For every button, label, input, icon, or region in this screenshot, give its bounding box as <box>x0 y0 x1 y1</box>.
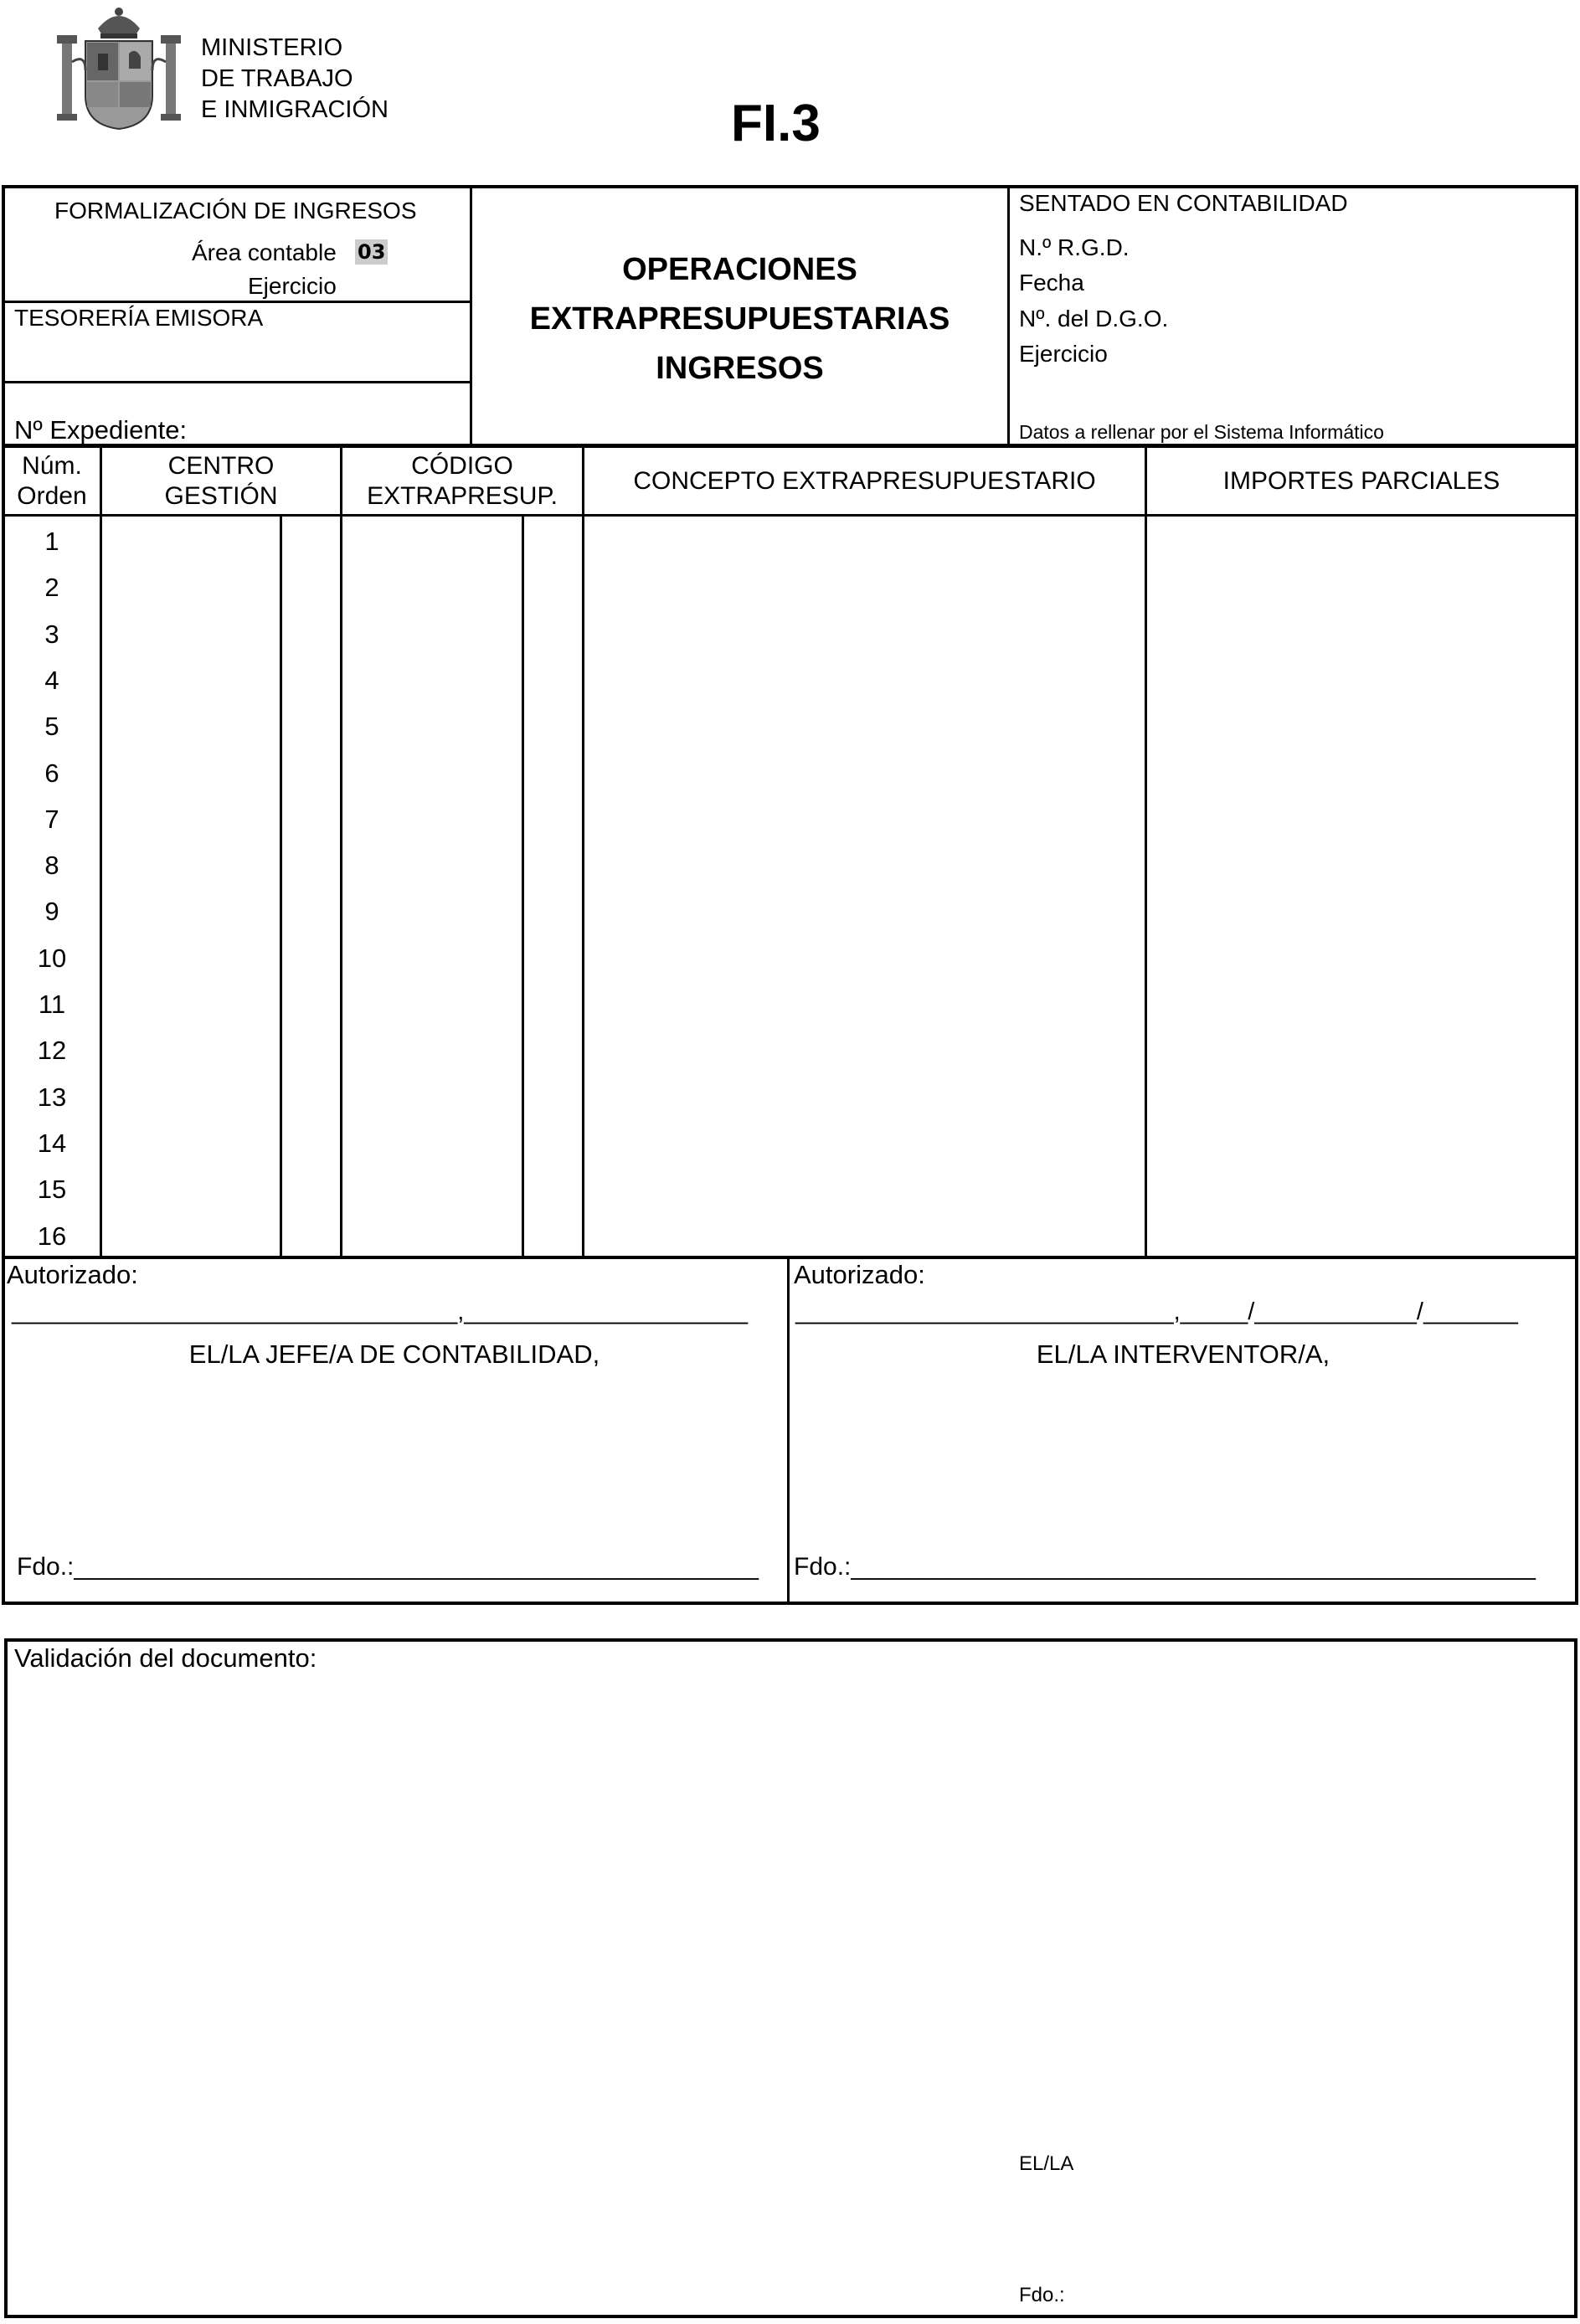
table-row-number: 4 <box>44 666 59 695</box>
validation-fdo-label: Fdo.: <box>1019 2284 1065 2306</box>
center-title-line-1: OPERACIONES <box>622 252 857 287</box>
table-row-number: 9 <box>44 897 59 926</box>
left-date-line[interactable]: _________________________________,_____________________ <box>12 1298 748 1325</box>
area-contable-value[interactable]: 03 <box>355 239 388 265</box>
ministry-line-1: MINISTERIO <box>201 34 343 61</box>
col-divider <box>582 445 584 1258</box>
formalizacion-title: FORMALIZACIÓN DE INGRESOS <box>54 198 417 224</box>
col-divider <box>522 514 524 1258</box>
table-row-number: 2 <box>44 573 59 602</box>
table-row-number: 6 <box>44 758 59 788</box>
col-divider <box>280 514 282 1258</box>
jefe-contabilidad-label: EL/LA JEFE/A DE CONTABILIDAD, <box>188 1339 600 1369</box>
right-date-line[interactable]: ____________________________,_____/____________/_______ <box>795 1298 1518 1325</box>
col-divider <box>1145 445 1147 1258</box>
table-row-number: 16 <box>37 1221 67 1251</box>
divider <box>2 301 471 303</box>
rgd-label: N.º R.G.D. <box>1019 234 1130 260</box>
table-row-number: 14 <box>37 1129 67 1158</box>
dgo-label: Nº. del D.G.O. <box>1019 306 1169 332</box>
table-row-number: 1 <box>44 527 59 556</box>
col-codigo-header-2: EXTRAPRESUP. <box>367 482 558 510</box>
coat-of-arms-logo <box>52 3 186 131</box>
validation-label: Validación del documento: <box>14 1643 317 1673</box>
col-concepto-header: CONCEPTO EXTRAPRESUPUESTARIO <box>633 467 1096 495</box>
col-centro-header-1: CENTRO <box>167 452 275 480</box>
table-header-divider <box>2 514 1578 517</box>
col-centro-header-2: GESTIÓN <box>164 482 278 510</box>
table-row-number: 11 <box>38 990 66 1019</box>
left-autorizado-label: Autorizado: <box>7 1260 138 1289</box>
validation-section <box>4 1638 1577 2318</box>
table-row-number: 8 <box>44 851 59 880</box>
expediente-label: Nº Expediente: <box>14 415 188 445</box>
center-title-line-3: INGRESOS <box>656 351 824 386</box>
col-importes-header: IMPORTES PARCIALES <box>1222 467 1500 495</box>
ministry-line-3: E INMIGRACIÓN <box>201 96 389 123</box>
right-autorizado-label: Autorizado: <box>794 1260 925 1289</box>
table-row-number: 12 <box>37 1036 67 1065</box>
divider <box>1007 185 1010 445</box>
table-row-number: 10 <box>37 943 67 973</box>
signature-divider <box>787 1256 790 1604</box>
area-contable-label: Área contable <box>192 239 337 265</box>
table-row-number: 13 <box>37 1082 67 1112</box>
sentado-title: SENTADO EN CONTABILIDAD <box>1019 190 1348 216</box>
form-code: FI.3 <box>731 95 821 152</box>
center-title-line-2: EXTRAPRESUPUESTARIAS <box>529 301 950 337</box>
right-fdo-line[interactable]: Fdo.:_________________________________________________ <box>794 1553 1536 1581</box>
divider <box>2 381 471 383</box>
table-row-number: 15 <box>37 1175 67 1204</box>
interventor-label: EL/LA INTERVENTOR/A, <box>1036 1339 1330 1369</box>
table-row-number: 3 <box>44 620 59 649</box>
ejercicio-label-right: Ejercicio <box>1019 341 1108 367</box>
line-items-table <box>2 445 1578 1259</box>
col-num-header-2: Orden <box>17 482 87 510</box>
validation-ella-label: EL/LA <box>1019 2152 1074 2175</box>
table-row-number: 7 <box>44 805 59 834</box>
sistema-note: Datos a rellenar por el Sistema Informático <box>1019 421 1384 443</box>
left-fdo-line[interactable]: Fdo.:_________________________________________________ <box>17 1553 759 1581</box>
ministry-line-2: DE TRABAJO <box>201 65 353 92</box>
tesoreria-emisora-label: TESORERÍA EMISORA <box>14 305 264 331</box>
row-numbers <box>2 514 102 1259</box>
col-divider <box>340 445 342 1258</box>
table-row-number: 5 <box>44 712 59 741</box>
col-num-header-1: Núm. <box>22 452 82 480</box>
col-codigo-header-1: CÓDIGO <box>411 452 513 480</box>
fecha-label: Fecha <box>1019 270 1084 296</box>
ejercicio-label: Ejercicio <box>248 273 337 299</box>
